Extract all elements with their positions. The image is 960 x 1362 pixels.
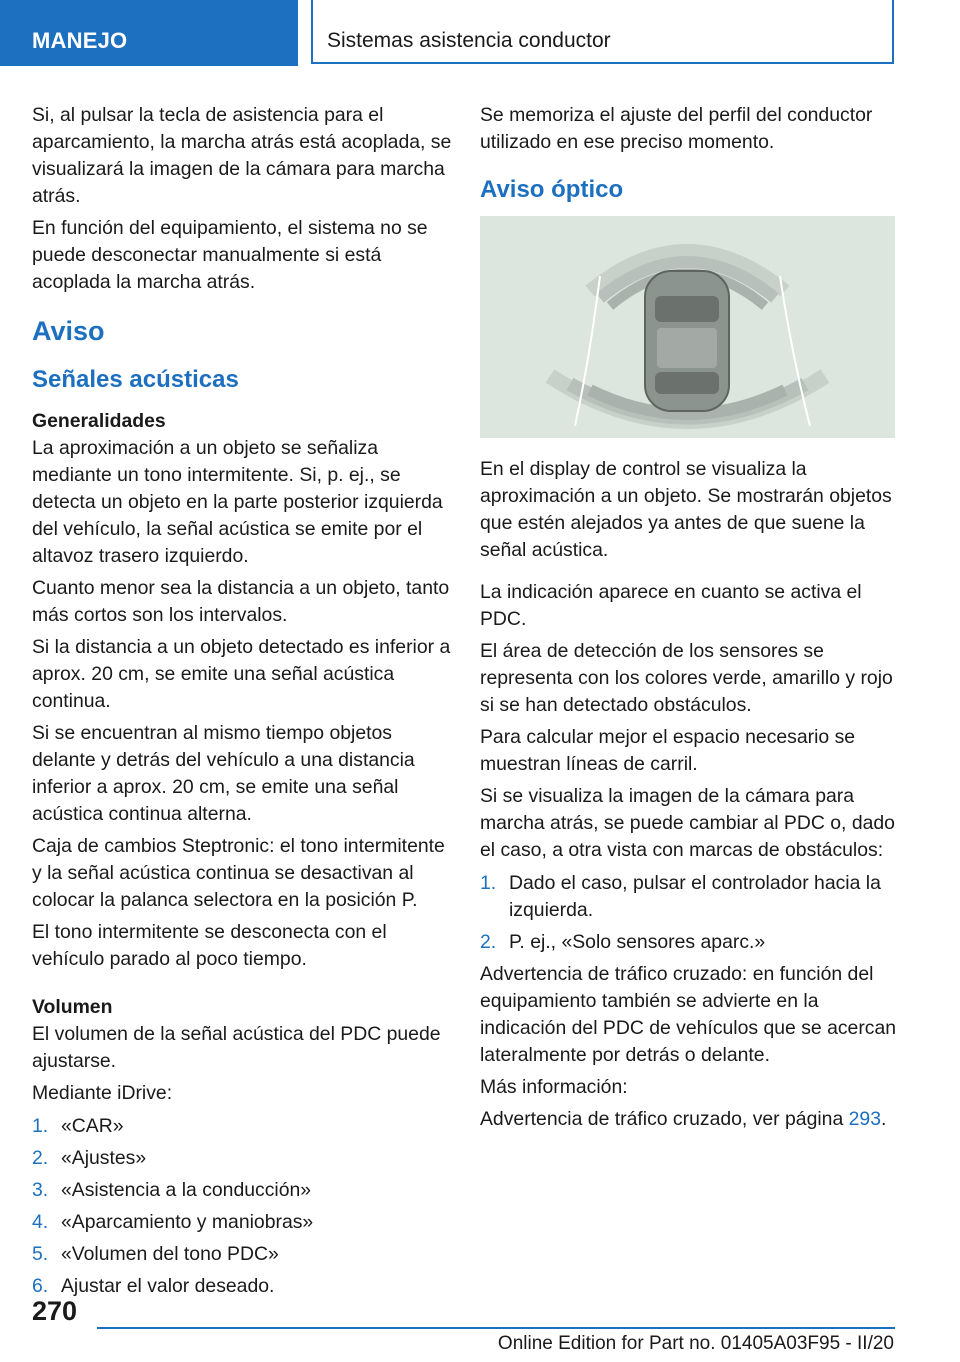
- step-text: Ajustar el valor deseado.: [61, 1275, 275, 1297]
- page-number: 270: [32, 1296, 78, 1326]
- list-item: [32, 1273, 452, 1300]
- list-item: [32, 1209, 452, 1236]
- link-context: Advertencia de tráfico cruzado, ver página: [480, 1108, 849, 1130]
- page-link[interactable]: 293: [848, 1108, 881, 1130]
- paragraph: Advertencia de tráfico cruzado: en función del equipamiento también se advierte en la indicación del PDC de vehículos que se acercan lateralmente por detrás o delante.: [480, 963, 897, 1066]
- paragraph: En función del equipamiento, el sistema no se puede desconectar manualmente si está acoplada la marcha atrás.: [32, 217, 428, 293]
- paragraph: El volumen de la señal acústica del PDC puede ajustarse.: [32, 1023, 441, 1072]
- paragraph: Si la distancia a un objeto detectado es inferior a aprox. 20 cm, se emite una señal acústica continua.: [32, 636, 451, 712]
- paragraph: Caja de cambios Steptronic: el tono intermitente y la señal acústica continua se desactivan al colocar la palanca selectora en la posición P.: [32, 835, 445, 911]
- list-item: [32, 1241, 452, 1268]
- idrive-steps-list: [32, 1113, 452, 1300]
- step-text: «CAR»: [61, 1115, 124, 1137]
- right-column: [480, 102, 900, 1138]
- paragraph: Cuanto menor sea la distancia a un objeto, tanto más cortos son los intervalos.: [32, 577, 450, 626]
- heading-generalidades: Generalidades: [32, 410, 166, 432]
- paragraph: En el display de control se visualiza la aproximación a un objeto. Se mostrarán objetos que estén alejados ya antes de que suene la señal acústica.: [480, 458, 892, 561]
- paragraph: El área de detección de los sensores se representa con los colores verde, amarillo y rojo si se han detectado obstáculos.: [480, 640, 893, 716]
- paragraph: Mediante iDrive:: [32, 1082, 173, 1104]
- pdc-steps-list: [480, 870, 900, 956]
- period: .: [881, 1108, 887, 1130]
- heading-senales-acusticas: Señales acústicas: [32, 366, 239, 393]
- step-number: 4.: [32, 1211, 49, 1233]
- section-title: MANEJO: [32, 28, 128, 53]
- pdc-display-illustration: [480, 216, 895, 438]
- car-sensor-icon: [480, 216, 895, 438]
- list-item: [480, 929, 900, 956]
- paragraph: Si, al pulsar la tecla de asistencia para el aparcamiento, la marcha atrás está acoplada, se visualizará la imagen de la cámara para marcha atrás.: [32, 104, 452, 207]
- step-number: 5.: [32, 1243, 49, 1265]
- paragraph: Para calcular mejor el espacio necesario se muestran líneas de carril.: [480, 726, 856, 775]
- paragraph: Se memoriza el ajuste del perfil del conductor utilizado en ese preciso momento.: [480, 104, 873, 153]
- step-number: 3.: [32, 1179, 49, 1201]
- list-item: [32, 1113, 452, 1140]
- step-number: 1.: [32, 1115, 49, 1137]
- step-number: 2.: [480, 931, 497, 953]
- step-number: 6.: [32, 1275, 49, 1297]
- heading-volumen: Volumen: [32, 996, 113, 1018]
- chapter-header: [311, 0, 894, 64]
- step-number: 2.: [32, 1147, 49, 1169]
- paragraph: Si se encuentran al mismo tiempo objetos delante y detrás del vehículo a una distancia inferior a aprox. 20 cm, se emite una señal acústica continua alterna.: [32, 722, 415, 825]
- step-text: «Ajustes»: [61, 1147, 147, 1169]
- section-tab: [0, 0, 298, 66]
- heading-aviso-optico: Aviso óptico: [480, 176, 624, 203]
- list-item: [32, 1145, 452, 1172]
- step-number: 1.: [480, 872, 497, 894]
- heading-aviso: Aviso: [32, 316, 105, 346]
- paragraph: Más información:: [480, 1076, 628, 1098]
- step-text: Dado el caso, pulsar el controlador hacia la izquierda.: [509, 872, 881, 921]
- list-item: [480, 870, 900, 924]
- step-text: «Aparcamiento y maniobras»: [61, 1211, 314, 1233]
- edition-note: Online Edition for Part no. 01405A03F95 - II/20: [497, 1333, 894, 1354]
- chapter-title: Sistemas asistencia conductor: [327, 29, 611, 52]
- step-text: «Volumen del tono PDC»: [61, 1243, 279, 1265]
- list-item: [32, 1177, 452, 1204]
- paragraph-with-link: [480, 1106, 900, 1133]
- paragraph: La aproximación a un objeto se señaliza mediante un tono intermitente. Si, p. ej., se detecta un objeto en la parte posterior izquierda del vehículo, la señal acústica se emite por el altavoz trasero izquierdo.: [32, 437, 443, 567]
- step-text: «Asistencia a la conducción»: [61, 1179, 312, 1201]
- footer-divider: [97, 1327, 895, 1329]
- left-column: [32, 102, 452, 1305]
- step-text: P. ej., «Solo sensores aparc.»: [509, 931, 766, 953]
- paragraph: Si se visualiza la imagen de la cámara para marcha atrás, se puede cambiar al PDC o, dado el caso, a otra vista con marcas de obstáculos:: [480, 785, 895, 861]
- paragraph: La indicación aparece en cuanto se activa el PDC.: [480, 581, 862, 630]
- paragraph: El tono intermitente se desconecta con el vehículo parado al poco tiempo.: [32, 921, 387, 970]
